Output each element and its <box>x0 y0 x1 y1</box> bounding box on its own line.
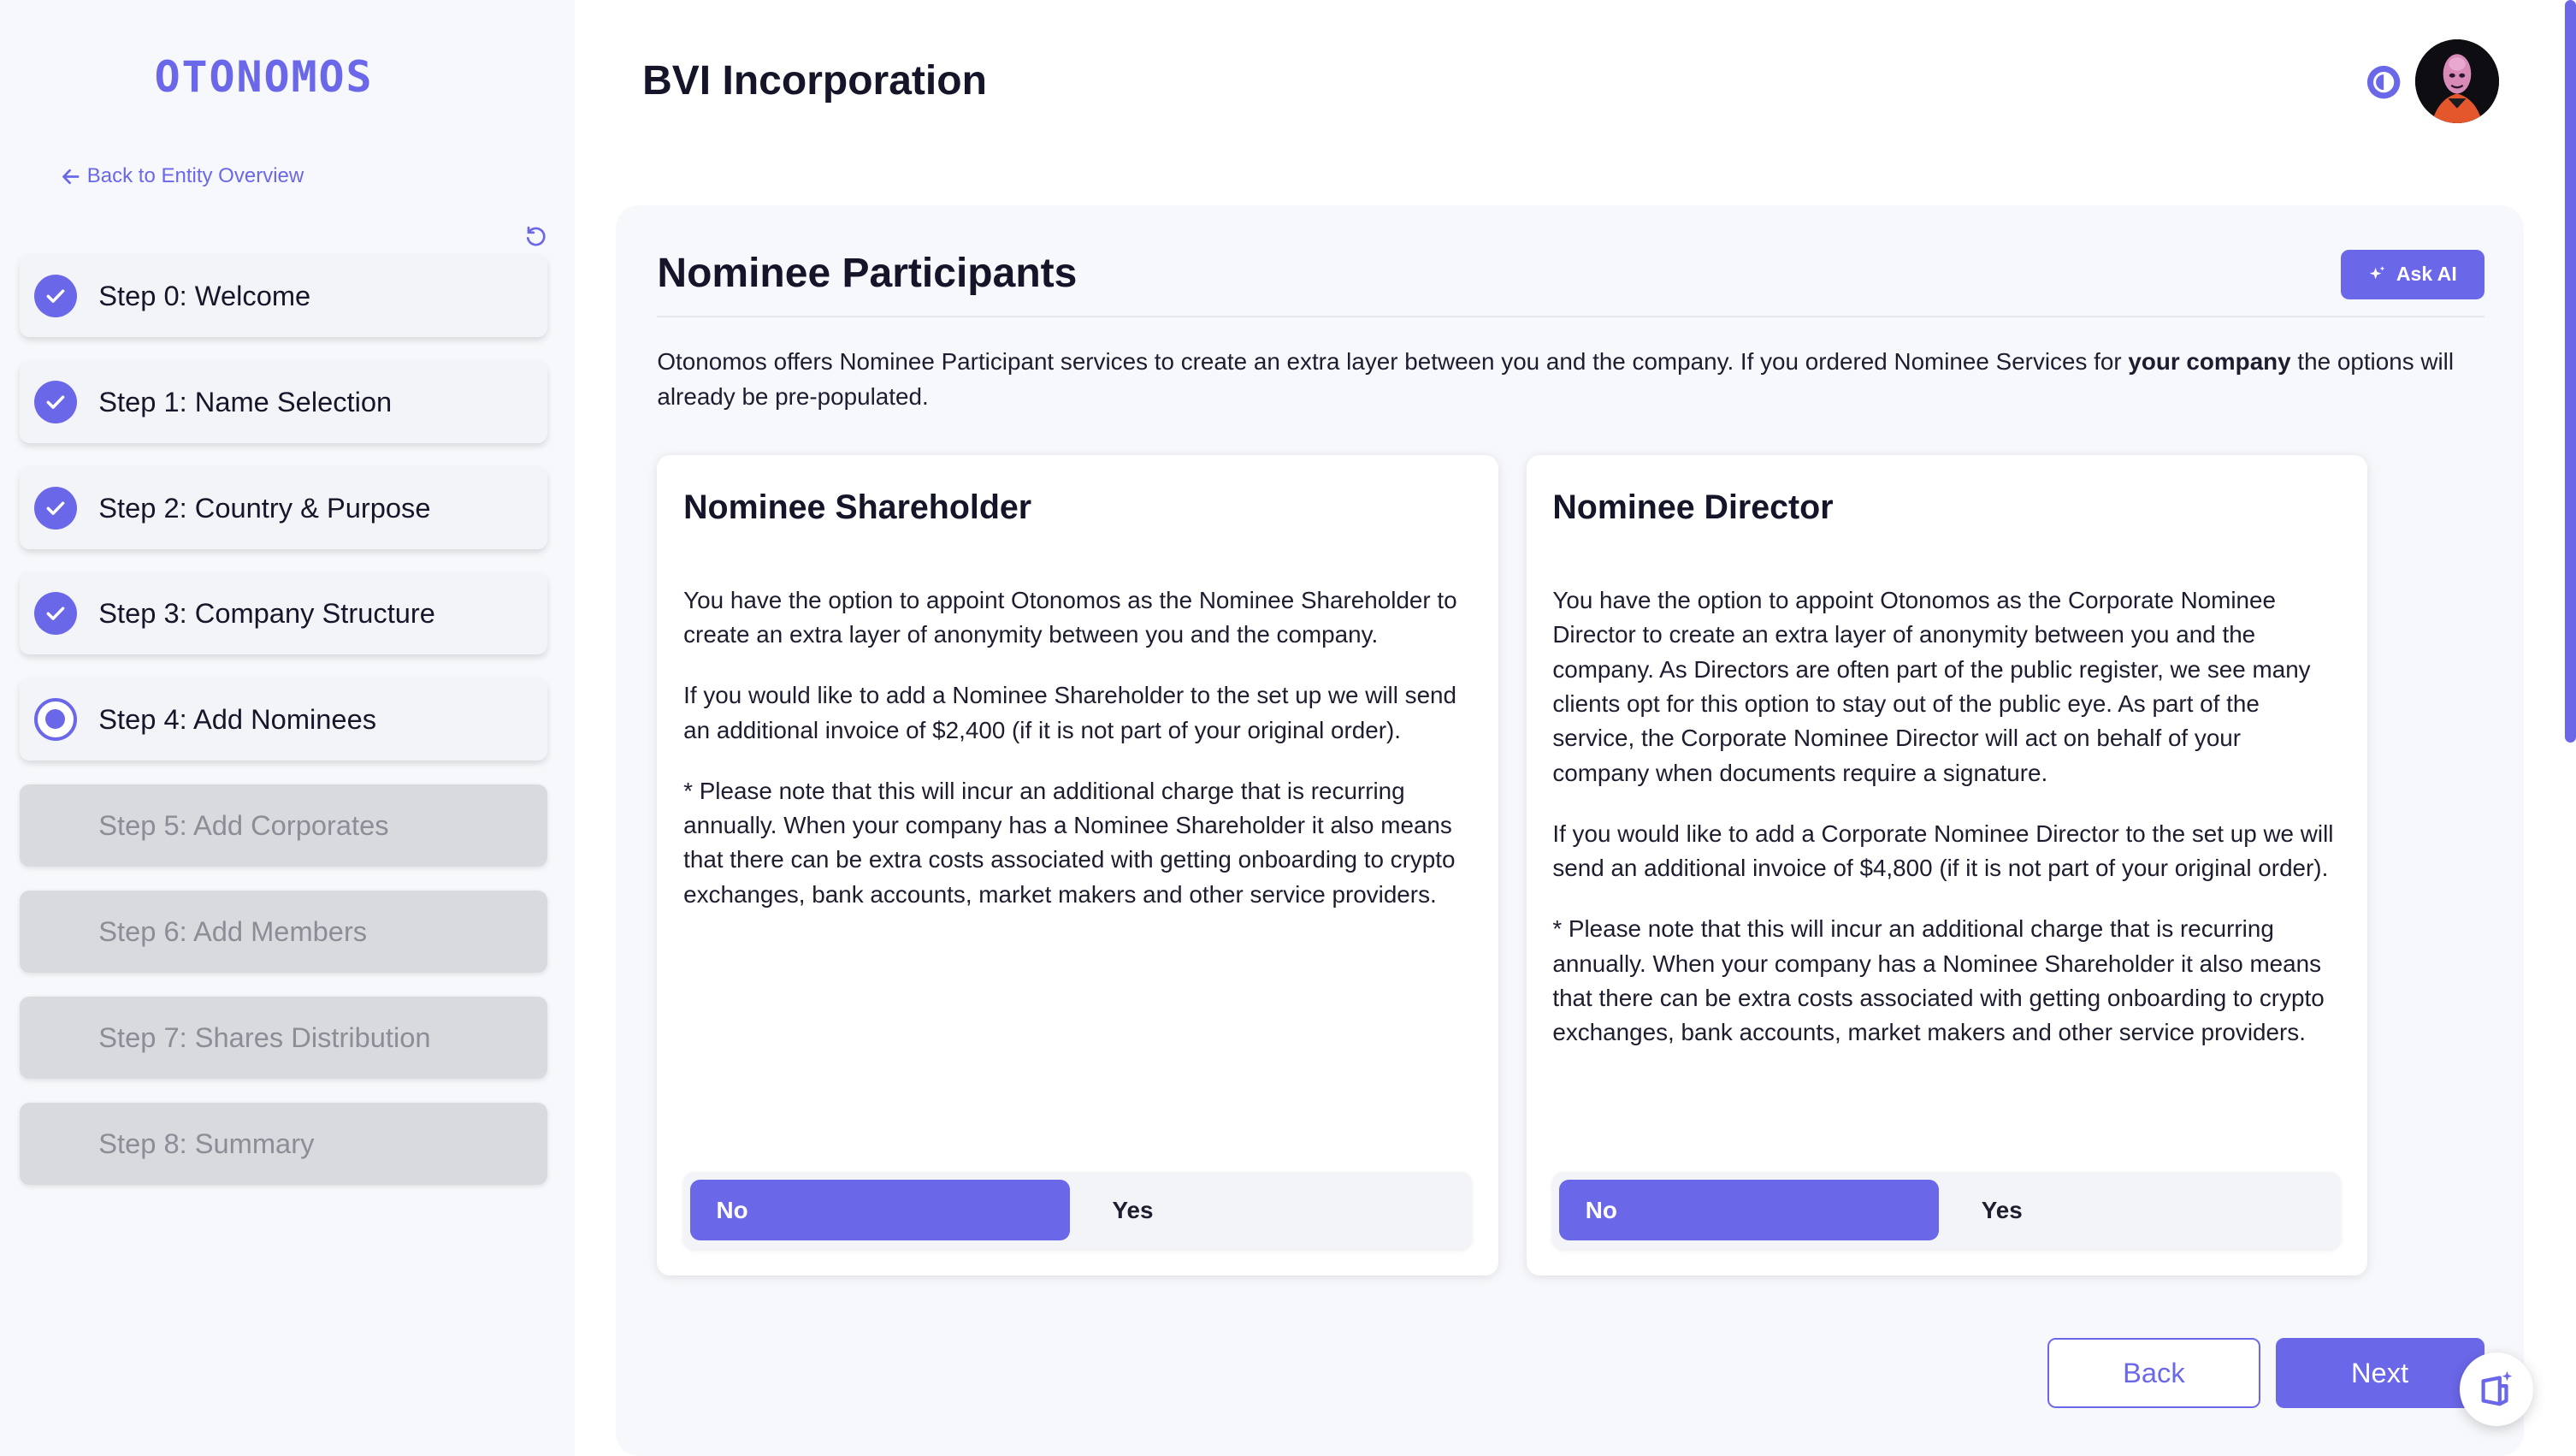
step-label: Step 8: Summary <box>98 1127 315 1159</box>
back-button[interactable]: Back <box>2047 1338 2261 1409</box>
theme-toggle-icon[interactable] <box>2366 64 2402 100</box>
step-label: Step 7: Shares Distribution <box>98 1021 431 1053</box>
panel-paragraph: * Please note that this will incur an additional charge that is recurring annually. When your company has a Nominee Shareholder it also means that there can be extra costs associated with getting onboarding to crypto exchanges, bank accounts, market makers and other service providers. <box>683 777 1456 908</box>
step-item-name-selection[interactable] <box>20 361 547 443</box>
next-button[interactable]: Next <box>2276 1338 2484 1409</box>
nominee-director-toggle <box>1552 1172 2341 1249</box>
panel-title: Nominee Director <box>1552 488 1834 526</box>
intro-text <box>657 345 2489 414</box>
panel-title: Nominee Shareholder <box>683 488 1032 526</box>
back-to-entity-overview-link[interactable] <box>61 164 304 188</box>
step-list <box>20 255 547 1209</box>
chat-assistant-icon <box>2475 1368 2518 1411</box>
ask-ai-label: Ask AI <box>2396 263 2457 286</box>
nominee-shareholder-panel <box>657 455 1498 1275</box>
nominee-shareholder-toggle <box>683 1172 1472 1249</box>
page-scrollbar[interactable] <box>2565 0 2576 743</box>
panel-paragraph: If you would like to add a Nominee Shareholder to the set up we will send an additional invoice of $2,400 (if it is not part of your original order). <box>683 682 1457 743</box>
nominee-director-panel <box>1527 455 2368 1275</box>
sparkle-icon <box>2368 265 2386 283</box>
step-item-company-structure[interactable] <box>20 572 547 654</box>
step-item-welcome[interactable] <box>20 255 547 337</box>
step-item-add-nominees[interactable] <box>20 678 547 761</box>
step-label: Step 6: Add Members <box>98 915 368 948</box>
sidebar <box>0 0 575 1456</box>
panel-paragraph: If you would like to add a Corporate Nominee Director to the set up we will send an additional invoice of $4,800 (if it is not part of your original order). <box>1552 820 2334 882</box>
avatar[interactable] <box>2415 39 2499 123</box>
nominee-director-yes-option[interactable]: Yes <box>1981 1196 2023 1223</box>
step-label: Step 3: Company Structure <box>98 597 435 630</box>
step-label: Step 5: Add Corporates <box>98 809 389 842</box>
otonomos-logo[interactable]: OTONOMOS <box>154 52 374 103</box>
step-item-summary[interactable] <box>20 1103 547 1185</box>
nominee-shareholder-no-option[interactable]: No <box>690 1180 1070 1240</box>
step-item-add-members[interactable] <box>20 891 547 973</box>
section-title: Nominee Participants <box>657 250 1078 296</box>
intro-text-start: Otonomos offers Nominee Participant services to create an extra layer between you and the company. If you ordered Nominee Services for <box>657 348 2129 376</box>
check-circle-icon <box>34 275 77 317</box>
refresh-icon[interactable] <box>524 225 547 248</box>
panel-paragraph: * Please note that this will incur an additional charge that is recurring annually. When your company has a Nominee Shareholder it also means that there can be extra costs associated with getting onboarding to crypto exchanges, bank accounts, market makers and other service providers. <box>1552 915 2325 1046</box>
step-item-add-corporates[interactable] <box>20 784 547 867</box>
back-link-label: Back to Entity Overview <box>86 164 304 188</box>
check-circle-icon <box>34 381 77 423</box>
chat-assistant-button[interactable] <box>2460 1352 2533 1426</box>
step-label: Step 0: Welcome <box>98 279 311 311</box>
page-title: BVI Incorporation <box>642 58 987 104</box>
panel-paragraph: You have the option to appoint Otonomos as the Nominee Shareholder to create an extra layer of anonymity between you and the company. <box>683 586 1457 648</box>
step-label: Step 2: Country & Purpose <box>98 491 431 524</box>
step-label: Step 4: Add Nominees <box>98 703 377 736</box>
panel-body <box>1552 583 2341 1076</box>
panel-paragraph: You have the option to appoint Otonomos as the Corporate Nominee Director to create an extra layer of anonymity between you and the company. As Directors are often part of the public register, we see many clients opt for this option to stay out of the public eye. As part of the service, the Corporate Nominee Director will act on behalf of your company when documents require a signature. <box>1552 586 2311 786</box>
nominee-director-no-option[interactable]: No <box>1559 1180 1939 1240</box>
section-divider <box>657 316 2484 317</box>
intro-text-bold: your company <box>2128 348 2291 376</box>
intro-text-end: the options will already be pre-populated. <box>657 348 2455 410</box>
radio-active-icon <box>34 698 77 741</box>
panel-body <box>683 583 1472 938</box>
ask-ai-button[interactable] <box>2341 250 2484 299</box>
step-item-shares-distribution[interactable] <box>20 997 547 1079</box>
step-label: Step 1: Name Selection <box>98 385 393 417</box>
check-circle-icon <box>34 592 77 635</box>
nominee-shareholder-yes-option[interactable]: Yes <box>1112 1196 1154 1223</box>
arrow-left-icon <box>61 167 80 186</box>
check-circle-icon <box>34 487 77 530</box>
step-item-country-purpose[interactable] <box>20 467 547 549</box>
